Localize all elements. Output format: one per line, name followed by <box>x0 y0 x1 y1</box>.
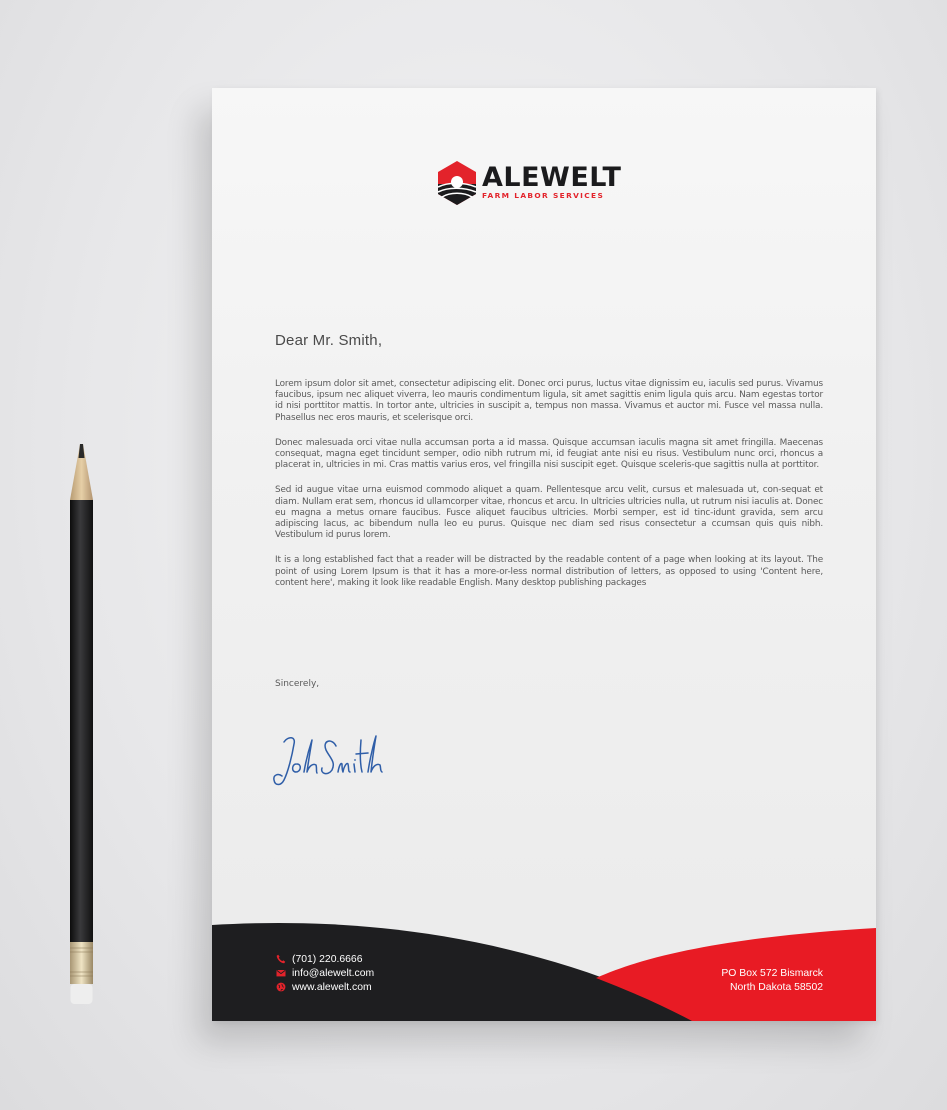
logo-tagline: FARM LABOR SERVICES <box>482 191 605 200</box>
email-address: info@alewelt.com <box>292 967 375 979</box>
footer-address <box>721 967 823 994</box>
handwritten-signature <box>270 728 400 792</box>
letter-salutation: Dear Mr. Smith, <box>275 332 383 349</box>
letter-paragraph: Donec malesuada orci vitae nulla accumsan porta a id massa. Quisque accumsan iaculis magna sit amet fringilla. Maecenas consequat, magna eget tincidunt semper, odio nibh rutrum mi, id feugiat ante nisi eu risus. Vestibulum nunc orci, rhoncus a placerat in, ultricies in mi. Cras mattis varius eros, vel fringilla nisi suscipit eget. Quisque sceleris-que sagittis nulla at porttitor. <box>275 437 823 471</box>
phone-icon <box>276 954 286 964</box>
letter-paragraph: Sed id augue vitae urna euismod commodo aliquet a quam. Pellentesque arcu velit, cursus et malesuada ut, con-sequat et diam. Nullam erat sem, rhoncus id ullamcorper vitae, rhoncus et arcu. In ultricies ultricies nulla, ut rutrum nisi iaculis at. Donec eu magna a metus ornare faucibus. Fusce aliquet faucibus ultricies. Morbi semper, est id tinc-idunt gravida, sem arcu adipiscing lacus, ac bibendum nulla leo eu purus. Quisque nec diam sed risus consectetur a ccumsan quis quis nibh. Vestibulum id purus lorem. <box>275 485 823 541</box>
website-url: www.alewelt.com <box>292 981 372 993</box>
letter-paragraph: Lorem ipsum dolor sit amet, consectetur adipiscing elit. Donec orci purus, luctus vitae dignissim eu, iaculis sed purus. Vivamus faucibus, ipsum nec aliquet viverra, leo mauris condimentum ligula, sit amet sagittis enim ligula quis arcu. Nam egestas tortor id nisi porttitor mattis. In tortor ante, ultricies in suscipit a, tempus non massa. Vivamus et auctor mi. Fusce vel massa nulla. Phasellus nec eros mauris, et scelerisque orci. <box>275 379 823 423</box>
footer-email <box>276 966 374 980</box>
logo-emblem-icon <box>434 160 480 206</box>
globe-icon <box>276 982 286 992</box>
footer-phone <box>276 952 374 966</box>
footer-website <box>276 980 374 994</box>
logo-wordmark: ALEWELT <box>482 162 622 193</box>
mail-icon <box>276 968 286 978</box>
company-logo <box>434 158 664 210</box>
letter-body <box>275 379 823 603</box>
letterhead-paper <box>212 88 876 1021</box>
address-line-2: North Dakota 58502 <box>730 981 823 993</box>
pencil <box>68 444 94 1008</box>
footer-contact <box>276 952 374 995</box>
address-line-1: PO Box 572 Bismarck <box>721 968 823 979</box>
letter-closing: Sincerely, <box>275 679 320 689</box>
phone-number: (701) 220.6666 <box>292 953 363 965</box>
letter-paragraph: It is a long established fact that a reader will be distracted by the readable content of a page when looking at its layout. The point of using Lorem Ipsum is that it has a more-or-less normal distribution of letters, as opposed to using 'Content here, content here', making it look like readable English. Many desktop publishing packages <box>275 555 823 588</box>
